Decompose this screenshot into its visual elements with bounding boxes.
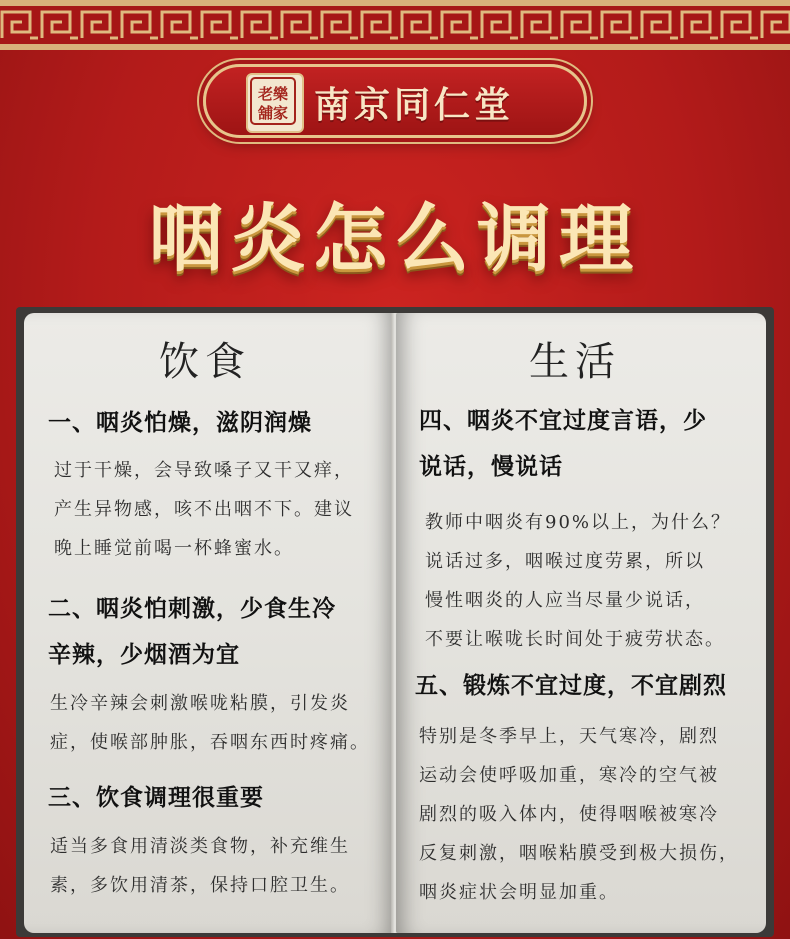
section-text-line: 说话过多，咽喉过度劳累，所以 <box>425 551 705 572</box>
section-text-line: 产生异物感，咳不出咽不下。建议 <box>54 499 354 520</box>
section-title: 五、锻炼不宜过度，不宜剧烈 <box>415 673 727 699</box>
page-title-life: 生活 <box>529 339 621 385</box>
section-text-line: 不要让喉咙长时间处于疲劳状态。 <box>425 629 725 650</box>
section-text-line: 过于干燥，会导致嗓子又干又痒， <box>54 460 354 481</box>
brand-name: 南京同仁堂 <box>314 84 515 126</box>
section-text-line: 慢性咽炎的人应当尽量少说话， <box>425 590 705 611</box>
svg-text:舖家: 舖家 <box>257 104 289 122</box>
brand-seal-logo <box>246 73 304 133</box>
right-page <box>396 313 766 933</box>
section-text-line: 素，多饮用清茶，保持口腔卫生。 <box>50 875 350 896</box>
section-title: 辛辣，少烟酒为宜 <box>48 642 240 668</box>
section-text-line: 反复刺激，咽喉粘膜受到极大损伤， <box>419 843 739 864</box>
section-text-line: 晚上睡觉前喝一杯蜂蜜水。 <box>54 538 294 559</box>
svg-text:老樂: 老樂 <box>257 85 289 103</box>
headline: 咽炎怎么调理 <box>149 196 641 282</box>
section-title: 四、咽炎不宜过度言语，少 <box>419 408 707 434</box>
section-text-line: 运动会使呼吸加重，寒冷的空气被 <box>419 765 719 786</box>
greek-key-border <box>0 0 790 50</box>
section-title: 三、饮食调理很重要 <box>48 785 264 811</box>
section-text-line: 剧烈的吸入体内，使得咽喉被寒冷 <box>419 804 719 825</box>
section-text-line: 症，使喉部肿胀，吞咽东西时疼痛。 <box>50 732 370 753</box>
section-text-line: 教师中咽炎有90%以上，为什么？ <box>425 512 732 533</box>
section-title: 一、咽炎怕燥，滋阴润燥 <box>48 410 312 436</box>
section-text-line: 特别是冬季早上，天气寒冷，剧烈 <box>419 726 719 747</box>
section-text-line: 适当多食用清淡类食物，补充维生 <box>50 836 350 857</box>
section-title: 说话，慢说话 <box>419 454 563 480</box>
section-title: 二、咽炎怕刺激，少食生冷 <box>48 596 336 622</box>
section-text-line: 咽炎症状会明显加重。 <box>419 882 619 903</box>
left-page <box>24 313 394 933</box>
page-title-diet: 饮食 <box>159 339 251 385</box>
brand-badge <box>203 64 587 138</box>
section-text-line: 生冷辛辣会刺激喉咙粘膜，引发炎 <box>50 693 350 714</box>
